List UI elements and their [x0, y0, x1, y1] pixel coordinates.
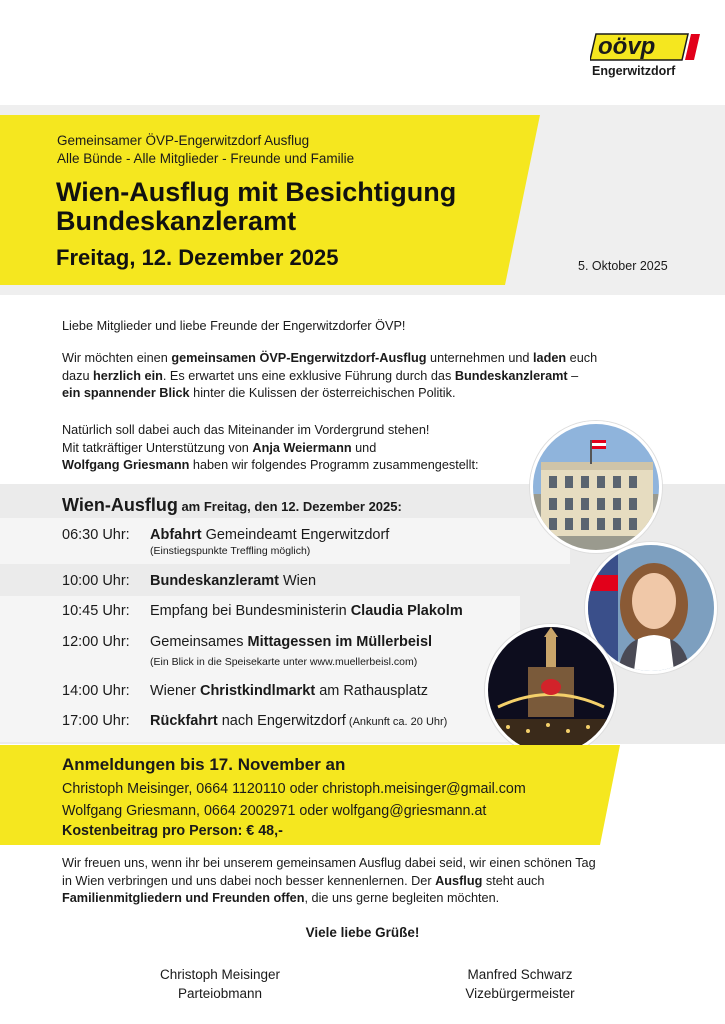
intro-p2-line-3: Wolfgang Griesmann haben wir folgendes Programm zusammengestellt:	[62, 458, 479, 472]
signature-role-2: Vizebürgermeister	[465, 986, 575, 1001]
intro-paragraph-1	[62, 350, 597, 403]
program-title: Wien-Ausflug am Freitag, den 12. Dezember 2025:	[62, 495, 402, 515]
program-note-1: (Einstiegspunkte Treffling möglich)	[150, 545, 311, 557]
registration-title: Anmeldungen bis 17. November an	[62, 755, 346, 774]
building-illustration	[533, 424, 659, 550]
registration-contact-1: Christoph Meisinger, 0664 1120110 oder christoph.meisinger@gmail.com	[62, 781, 526, 797]
intro-p1-line-3: ein spannender Blick hinter die Kulissen der österreichischen Politik.	[62, 386, 456, 400]
intro-p2-line-1: Natürlich soll dabei auch das Miteinander im Vordergrund stehen!	[62, 423, 430, 437]
intro-p2-line-2: Mit tatkräftiger Unterstützung von Anja Weiermann und	[62, 440, 377, 455]
program-time-4: 12:00 Uhr:	[62, 634, 130, 650]
closing-line-1: Wir freuen uns, wenn ihr bei unserem gemeinsamen Ausflug dabei seid, wir einen schönen Tag	[62, 856, 596, 870]
christmas-market-illustration	[488, 627, 614, 753]
closing-line-3: Familienmitgliedern und Freunden offen, die uns gerne begleiten möchten.	[62, 891, 500, 905]
closing-paragraph	[62, 855, 662, 908]
program-item-2: Bundeskanzleramt Wien	[150, 573, 317, 589]
program-item-3: Empfang bei Bundesministerin Claudia Plakolm	[150, 603, 463, 619]
program-time-1: 06:30 Uhr:	[62, 527, 130, 543]
header-line-1: Gemeinsamer ÖVP-Engerwitzdorf Ausflug	[57, 133, 310, 148]
program-item-4: Gemeinsames Mittagessen im Müllerbeisl	[150, 634, 433, 650]
program-note-4: (Ein Blick in die Speisekarte unter www.muellerbeisl.com)	[150, 656, 418, 668]
program-time-5: 14:00 Uhr:	[62, 683, 130, 699]
header-line-2: Alle Bünde - Alle Mitglieder - Freunde und Familie	[57, 151, 355, 166]
program-item-1: Abfahrt Gemeindeamt Engerwitzdorf	[150, 527, 390, 543]
greeting: Viele liebe Grüße!	[305, 925, 420, 940]
intro-p1-line-1: Wir möchten einen gemeinsamen ÖVP-Engerwitzdorf-Ausflug unternehmen und laden euch	[62, 351, 598, 365]
program-time-6: 17:00 Uhr:	[62, 713, 130, 729]
document-date: 5. Oktober 2025	[578, 259, 668, 273]
closing-line-2: in Wien verbringen und uns dabei noch besser kennenlernen. Der Ausflug steht auch	[62, 873, 545, 888]
signature-name-1: Christoph Meisinger	[159, 967, 281, 982]
oevp-logo	[590, 32, 700, 78]
header-title-1: Wien-Ausflug mit Besichtigung	[56, 177, 457, 207]
logo-location: Engerwitzdorf	[592, 64, 676, 78]
building-photo	[530, 421, 662, 553]
program-time-3: 10:45 Uhr:	[62, 603, 130, 619]
portrait-illustration	[588, 545, 714, 671]
intro-greeting: Liebe Mitglieder und liebe Freunde der Engerwitzdorfer ÖVP!	[62, 319, 406, 333]
signature-1	[120, 965, 320, 1003]
signature-role-1: Parteiobmann	[177, 986, 263, 1001]
intro-p1-line-2: dazu herzlich ein. Es erwartet uns eine exklusive Führung durch das Bundeskanzleramt –	[62, 368, 579, 383]
intro-paragraph-2	[62, 422, 479, 475]
program-time-2: 10:00 Uhr:	[62, 573, 130, 589]
logo-badge	[590, 32, 700, 62]
program-item-6: Rückfahrt nach Engerwitzdorf (Ankunft ca. 20 Uhr)	[150, 713, 448, 729]
signature-name-2: Manfred Schwarz	[467, 967, 573, 982]
logo-brand: oövp	[598, 33, 656, 60]
registration-contact-2: Wolfgang Griesmann, 0664 2002971 oder wolfgang@griesmann.at	[62, 803, 487, 819]
christmas-market-photo	[485, 624, 617, 756]
event-date: Freitag, 12. Dezember 2025	[56, 245, 339, 270]
header-title-2: Bundeskanzleramt	[56, 206, 297, 236]
registration-cost: Kostenbeitrag pro Person: € 48,-	[62, 823, 283, 839]
program-item-5: Wiener Christkindlmarkt am Rathausplatz	[150, 683, 429, 699]
signature-2	[420, 965, 620, 1003]
